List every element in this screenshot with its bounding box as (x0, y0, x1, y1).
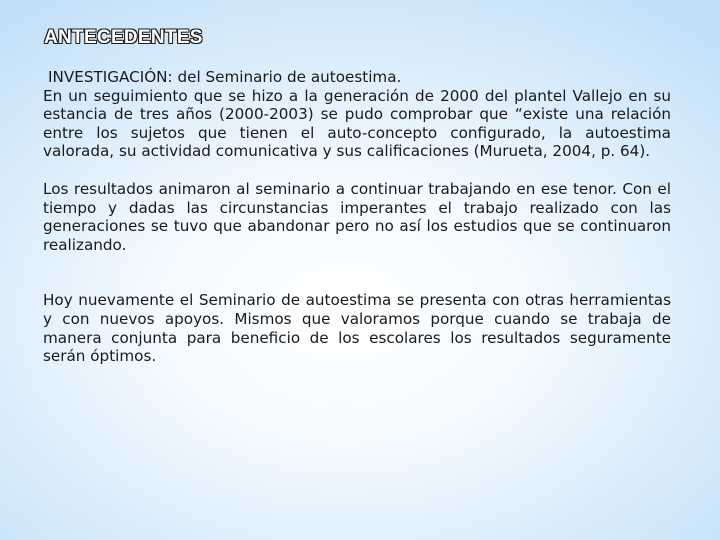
slide-body (43, 68, 671, 366)
paragraph-3: Hoy nuevamente el Seminario de autoestima se presenta con otras herramientas y con nuevos apoyos. Mismos que valoramos porque cuando se trabaja de manera conjunta para beneficio de los escolares los resultados seguramente serán óptimos. (43, 291, 671, 366)
paragraph-2: Los resultados animaron al seminario a continuar trabajando en ese tenor. Con el tiempo y dadas las circunstancias imperantes el trabajo realizado con las generaciones se tuvo que abandonar pero no así los estudios que se continuaron realizando. (43, 179, 671, 254)
slide-title: ANTECEDENTES (44, 27, 203, 48)
subheading: INVESTIGACIÓN: del Seminario de autoestima. (48, 68, 402, 86)
paragraph-1: En un seguimiento que se hizo a la generación de 2000 del plantel Vallejo en su estancia de tres años (2000-2003) se pudo comprobar que “existe una relación entre los sujetos que tienen el auto-concepto configurado, la autoestima valorada, su actividad comunicativa y sus calificaciones (Murueta, 2004, p. 64). (43, 86, 671, 161)
